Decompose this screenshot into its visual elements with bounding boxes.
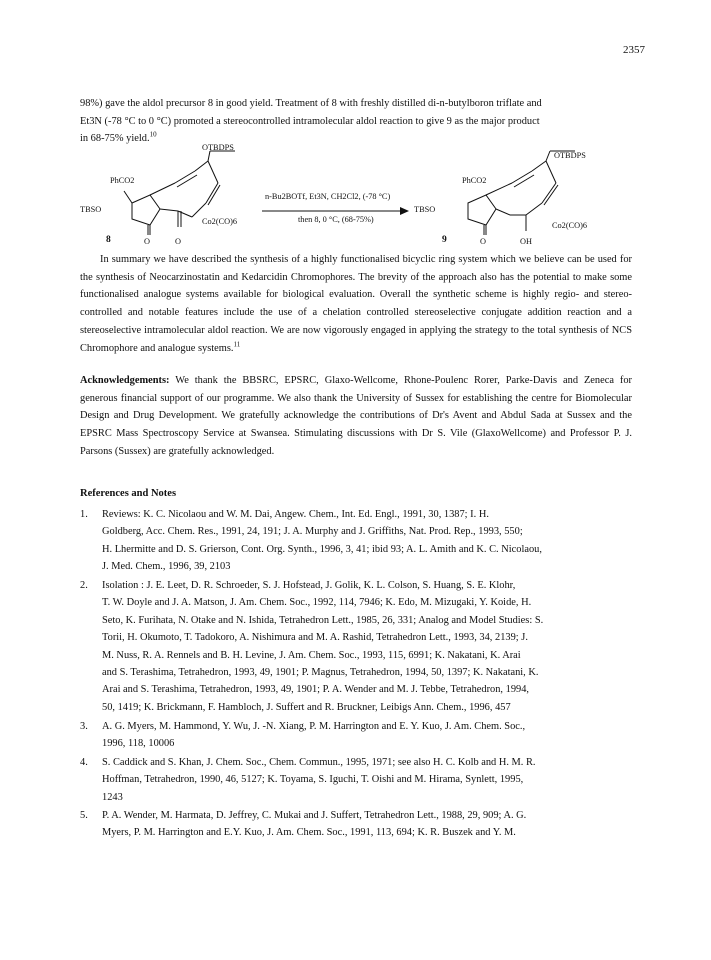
reference-line: J. Med. Chem., 1996, 39, 2103 — [102, 561, 231, 573]
reference-number: 2. — [80, 580, 88, 591]
compound-9-ring — [468, 195, 496, 225]
intro-citation: 10 — [149, 130, 157, 139]
compound-8-co2co6: Co2(CO)6 — [202, 217, 238, 226]
compound-9-otbdps: OTBDPS — [554, 151, 586, 160]
compound-8-tbso: TBSO — [80, 205, 102, 214]
intro-line-1: 98%) gave the aldol precursor 8 in good yield. Treatment of 8 with freshly distilled di-n-butylboron triflate and — [80, 98, 542, 109]
compound-9-tbso: TBSO — [414, 205, 436, 214]
reference-number: 1. — [80, 509, 88, 520]
compound-9-oxygen: O — [480, 237, 486, 246]
page-number: 2357 — [623, 44, 645, 56]
summary-paragraph — [80, 251, 632, 357]
compound-8-label: 8 — [106, 235, 111, 245]
reference-line: T. W. Doyle and J. A. Matson, J. Am. Chem. Soc., 1992, 114, 7946; K. Edo, M. Mizugaki, Y. Koide, H. — [102, 597, 532, 609]
acknowledgements-paragraph — [80, 372, 632, 461]
summary-text: In summary we have described the synthesis of a highly functionalised bicyclic ring system which we believe can be used for the synthesis of Neocarzinostatin and Kedarcidin Chromophores. The brevity of the approach also has the potential to make some functionalised analogue systems available for biological evaluation. Overall the synthetic scheme is highly regio- and stereo-controlled and notable features include the use of a chelation controlled stereoselective conjugate addition reaction and a stereoselective intramolecular aldol reaction. We are now vigorously engaged in applying the strategy to the total synthesis of NCS Chromophore and analogue systems. — [80, 254, 632, 354]
reference-line: Myers, P. M. Harrington and E.Y. Kuo, J. Am. Chem. Soc., 1991, 113, 694; K. R. Buszek and Y. M. — [102, 827, 516, 839]
reference-body — [102, 718, 632, 753]
reference-number: 5. — [80, 810, 88, 821]
reference-body — [102, 807, 632, 842]
arrow-head — [400, 207, 409, 215]
compound-9-hydroxyl: OH — [520, 237, 532, 246]
reference-line: and S. Terashima, Tetrahedron, 1993, 49, 1901; P. Magnus, Tetrahedron, 1994, 50, 1397; K. Nakatani, K. — [102, 667, 539, 679]
reference-line: S. Caddick and S. Khan, J. Chem. Soc., Chem. Commun., 1995, 1971; see also H. C. Kolb and H. M. R. — [102, 757, 536, 768]
summary-citation: 11 — [233, 340, 241, 349]
conditions-line-1: n-Bu2BOTf, Et3N, CH2Cl2, (-78 °C) — [265, 192, 391, 201]
reference-line: Isolation : J. E. Leet, D. R. Schroeder, S. J. Hofstead, J. Golik, K. L. Colson, S. Huang, S. E. Klohr, — [102, 580, 516, 591]
intro-line-2: Et3N (-78 °C to 0 °C) promoted a stereocontrolled intramolecular aldol reaction to give 9 as the major product — [80, 115, 540, 127]
reference-line: 1243 — [102, 791, 123, 803]
reference-body — [102, 506, 632, 576]
compound-8-ring — [132, 195, 160, 225]
reference-line: Reviews: K. C. Nicolaou and W. M. Dai, Angew. Chem., Int. Ed. Engl., 1991, 30, 1387; I. H. — [102, 509, 489, 520]
acknowledgements-heading: Acknowledgements: — [80, 375, 170, 386]
reference-line: 1996, 118, 10006 — [102, 738, 175, 750]
reference-body — [102, 577, 632, 716]
compound-9-label: 9 — [442, 235, 447, 245]
reference-line: Torii, H. Okumoto, T. Tadokoro, A. Nishimura and M. A. Rashid, Tetrahedron Lett., 1993, 34, 2139; J. — [102, 632, 528, 644]
compound-9-co2co6: Co2(CO)6 — [552, 221, 588, 230]
reference-line: 50, 1419; K. Brickmann, F. Hambloch, J. Suffert and R. Bruckner, Leibigs Ann. Chem., 1996, 457 — [102, 701, 511, 713]
compound-8-phco2: PhCO2 — [110, 176, 135, 185]
reference-number: 4. — [80, 757, 88, 768]
compound-8-oxygen-2: O — [175, 237, 181, 246]
reference-line: Hoffman, Tetrahedron, 1990, 46, 5127; K. Toyama, S. Iguchi, T. Oishi and M. Hirama, Synlett, 1995, — [102, 774, 524, 786]
reference-line: Goldberg, Acc. Chem. Res., 1991, 24, 191; J. A. Murphy and J. Griffiths, Nat. Prod. Rep., 1993, 550; — [102, 526, 523, 538]
acknowledgements-text: We thank the BBSRC, EPSRC, Glaxo-Wellcome, Rhone-Poulenc Rorer, Parke-Davis and Zeneca for generous financial support of our programme. We also thank the University of Sussex for establishing the centre for Biomolecular Design and Drug Development. We gratefully acknowledge the contributions of Dr's Avent and Abdul Sada at Sussex and the EPSRC Mass Spectroscopy Service at Swansea. Stimulating discussions with Dr S. Vile (GlaxoWellcome) and Professor P. J. Parsons (Sussex) are gratefully acknowledged. — [80, 375, 632, 457]
reference-line: A. G. Myers, M. Hammond, Y. Wu, J. -N. Xiang, P. M. Harrington and E. Y. Kuo, J. Am. Chem. Soc., — [102, 721, 526, 732]
reference-line: P. A. Wender, M. Harmata, D. Jeffrey, C. Mukai and J. Suffert, Tetrahedron Lett., 1988, 29, 909; A. G. — [102, 810, 527, 821]
reference-line: Seto, K. Furihata, N. Otake and N. Ishida, Tetrahedron Lett., 1985, 26, 331; Analog and Model Studies: S. — [102, 614, 544, 626]
reference-line: Arai and S. Terashima, Tetrahedron, 1993, 49, 1901; P. A. Wender and M. J. Tebbe, Tetrahedron, 1994, — [102, 684, 529, 696]
reference-body — [102, 754, 632, 806]
reference-line: H. Lhermitte and D. S. Grierson, Cont. Org. Synth., 1996, 3, 41; ibid 93; A. L. Amith and K. C. Nicolaou, — [102, 543, 542, 555]
intro-line-3-text: in 68-75% yield. — [80, 133, 150, 145]
compound-8-oxygen-1: O — [144, 237, 150, 246]
reaction-scheme — [80, 143, 632, 253]
reference-number: 3. — [80, 721, 88, 732]
compound-9-phco2: PhCO2 — [462, 176, 487, 185]
conditions-line-2: then 8, 0 °C, (68-75%) — [298, 215, 374, 224]
reference-line: M. Nuss, R. A. Rennels and B. H. Levine, J. Am. Chem. Soc., 1993, 115, 6991; K. Nakatani, K. Arai — [102, 649, 521, 661]
intro-paragraph — [80, 95, 632, 148]
compound-8-otbdps: OTBDPS — [202, 143, 234, 152]
references-heading: References and Notes — [80, 488, 177, 499]
